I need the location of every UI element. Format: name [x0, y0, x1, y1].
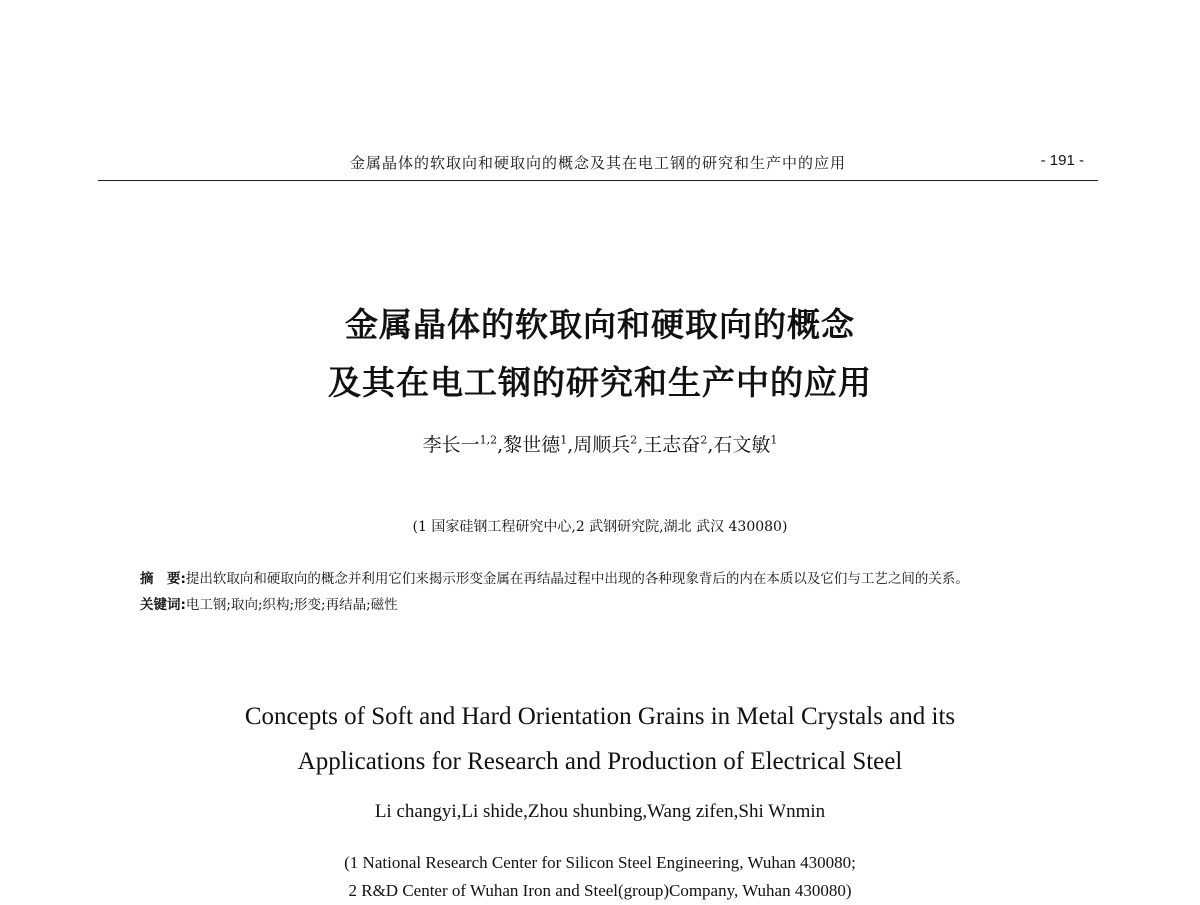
title-en-line1: Concepts of Soft and Hard Orientation Grains in Metal Crystals and its	[244, 703, 956, 730]
affiliation-en-line1: (1 National Research Center for Silicon Steel Engineering, Wuhan 430080;	[344, 853, 856, 872]
title-cn-line2: 及其在电工钢的研究和生产中的应用	[328, 363, 872, 402]
title-cn-line1: 金属晶体的软取向和硬取向的概念	[345, 305, 855, 344]
author-cn-affil: 2	[700, 433, 708, 447]
title-en	[0, 694, 1200, 784]
title-en-line2: Applications for Research and Production of Electrical Steel	[297, 748, 903, 775]
keywords	[140, 592, 1060, 618]
keywords-label: 关键词:	[140, 597, 186, 613]
author-cn-name: 王志奋	[643, 434, 701, 456]
affiliation-cn: (1 国家硅钢工程研究中心,2 武钢研究院,湖北 武汉 430080)	[412, 519, 788, 535]
affiliation-en-line2: 2 R&D Center of Wuhan Iron and Steel(group)Company, Wuhan 430080)	[348, 881, 852, 900]
running-header	[98, 150, 1098, 181]
author-cn-affil: 1	[770, 433, 778, 447]
author-cn-name: 李长一	[422, 434, 480, 456]
page-number: - 191 -	[1040, 152, 1084, 169]
authors-en: Li changyi,Li shide,Zhou shunbing,Wang zifen,Shi Wnmin	[374, 801, 826, 822]
keywords-text: 电工钢;取向;织构;形变;再结晶;磁性	[185, 597, 398, 613]
author-cn-affil: 1	[560, 433, 568, 447]
author-cn-name: 石文敏	[713, 434, 771, 456]
running-title: 金属晶体的软取向和硬取向的概念及其在电工钢的研究和生产中的应用	[349, 154, 846, 172]
authors-cn: 李长一$^{1,2}$,黎世德$^1$,周顺兵$^2$,王志奋$^2$,石文敏$^1$	[422, 433, 778, 456]
abstract-label: 摘 要:	[140, 571, 186, 587]
abstract	[140, 566, 1060, 592]
author-cn-name: 黎世德	[503, 434, 561, 456]
author-cn-affil: 2	[630, 433, 638, 447]
author-cn-name: 周顺兵	[573, 434, 631, 456]
title-cn	[0, 296, 1200, 412]
abstract-text: 提出软取向和硬取向的概念并利用它们来揭示形变金属在再结晶过程中出现的各种现象背后的内在本质以及它们与工艺之间的关系。	[185, 571, 969, 587]
author-cn-affil: 1,2	[479, 433, 498, 447]
abstract-block	[140, 566, 1060, 618]
